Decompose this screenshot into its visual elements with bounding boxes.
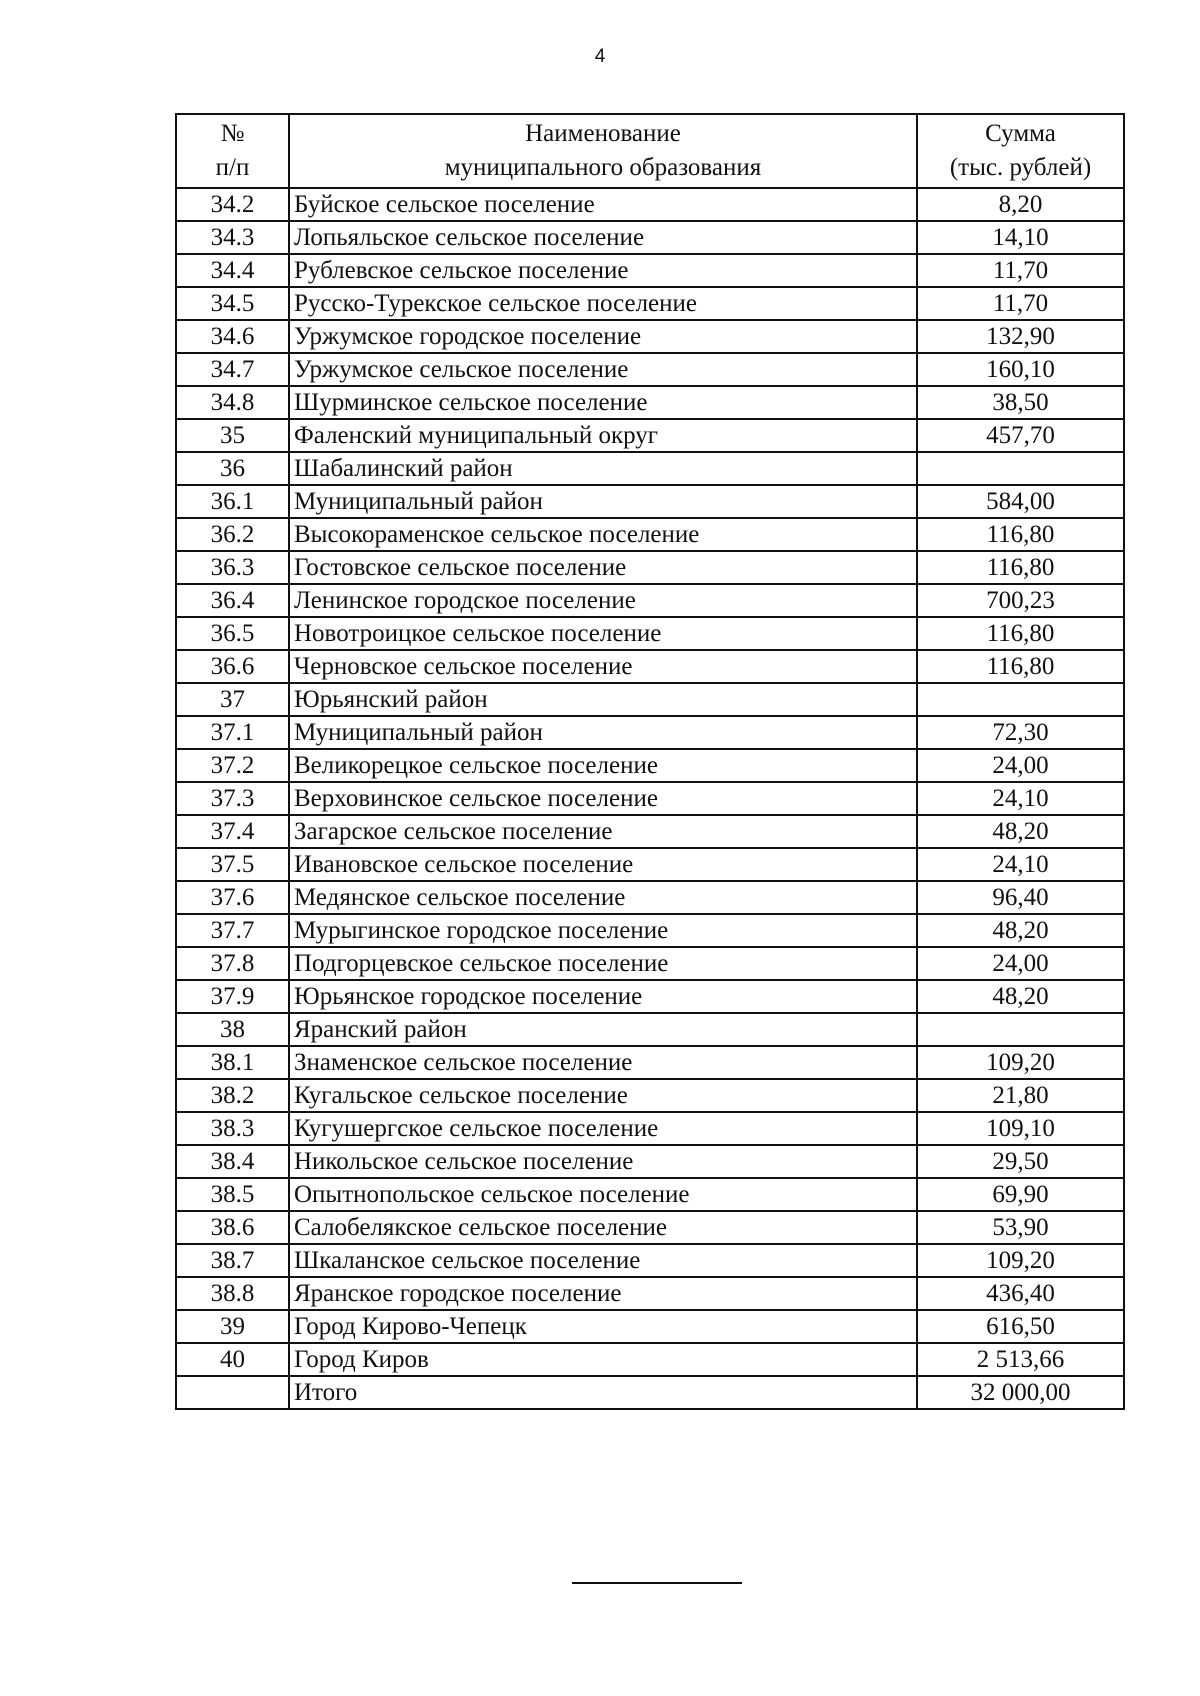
row-name: Верховинское сельское поселение [289, 782, 917, 815]
row-sum: 116,80 [917, 650, 1124, 683]
row-sum: 69,90 [917, 1178, 1124, 1211]
table-row [176, 1013, 1124, 1046]
end-of-document-rule [572, 1582, 742, 1584]
row-name: Уржумское городское поселение [289, 320, 917, 353]
row-name: Новотроицкое сельское поселение [289, 617, 917, 650]
table-row [176, 650, 1124, 683]
table-row [176, 188, 1124, 221]
row-name: Муниципальный район [289, 716, 917, 749]
row-sum [917, 452, 1124, 485]
row-number: 38.2 [176, 1079, 289, 1112]
row-number: 38.8 [176, 1277, 289, 1310]
row-number: 38.7 [176, 1244, 289, 1277]
row-sum: 24,00 [917, 947, 1124, 980]
row-sum: 48,20 [917, 815, 1124, 848]
table-header [176, 114, 1124, 188]
row-name: Кугальское сельское поселение [289, 1079, 917, 1112]
row-name: Юрьянское городское поселение [289, 980, 917, 1013]
row-number: 38.5 [176, 1178, 289, 1211]
row-name: Яранское городское поселение [289, 1277, 917, 1310]
row-number: 37.6 [176, 881, 289, 914]
table-row [176, 1343, 1124, 1376]
table-row [176, 815, 1124, 848]
row-sum: 116,80 [917, 617, 1124, 650]
header-name-line1: Наименование [525, 120, 681, 148]
table-row [176, 287, 1124, 320]
row-name: Знаменское сельское поселение [289, 1046, 917, 1079]
row-sum: 38,50 [917, 386, 1124, 419]
row-sum: 436,40 [917, 1277, 1124, 1310]
row-sum [917, 683, 1124, 716]
row-number: 38.1 [176, 1046, 289, 1079]
row-number: 36.4 [176, 584, 289, 617]
table-row [176, 716, 1124, 749]
row-number: 37.4 [176, 815, 289, 848]
header-row [176, 114, 1124, 188]
row-name: Шкаланское сельское поселение [289, 1244, 917, 1277]
row-sum: 616,50 [917, 1310, 1124, 1343]
row-sum: 132,90 [917, 320, 1124, 353]
row-number: 37.8 [176, 947, 289, 980]
row-number: 36.1 [176, 485, 289, 518]
row-name: Кугушергское сельское поселение [289, 1112, 917, 1145]
table-row [176, 1376, 1124, 1409]
row-number: 39 [176, 1310, 289, 1343]
row-sum: 700,23 [917, 584, 1124, 617]
row-name: Медянское сельское поселение [289, 881, 917, 914]
table-row [176, 386, 1124, 419]
row-number [176, 1376, 289, 1409]
table-row [176, 1145, 1124, 1178]
row-number: 34.7 [176, 353, 289, 386]
row-number: 36.2 [176, 518, 289, 551]
header-name [289, 114, 917, 188]
row-sum: 32 000,00 [917, 1376, 1124, 1409]
table-row [176, 947, 1124, 980]
row-number: 36.5 [176, 617, 289, 650]
table-row [176, 1046, 1124, 1079]
row-number: 34.4 [176, 254, 289, 287]
row-number: 37.7 [176, 914, 289, 947]
row-name: Шурминское сельское поселение [289, 386, 917, 419]
header-number [176, 114, 289, 188]
row-number: 34.2 [176, 188, 289, 221]
row-number: 38.3 [176, 1112, 289, 1145]
table-row [176, 914, 1124, 947]
row-sum: 14,10 [917, 221, 1124, 254]
row-sum: 11,70 [917, 254, 1124, 287]
row-sum: 109,20 [917, 1046, 1124, 1079]
row-number: 38.4 [176, 1145, 289, 1178]
row-name: Опытнопольское сельское поселение [289, 1178, 917, 1211]
row-number: 37.3 [176, 782, 289, 815]
row-sum: 29,50 [917, 1145, 1124, 1178]
row-sum: 160,10 [917, 353, 1124, 386]
row-number: 36 [176, 452, 289, 485]
row-sum: 109,20 [917, 1244, 1124, 1277]
table-body [176, 188, 1124, 1409]
row-number: 35 [176, 419, 289, 452]
row-number: 37.9 [176, 980, 289, 1013]
row-name: Яранский район [289, 1013, 917, 1046]
table-row [176, 320, 1124, 353]
row-sum: 24,10 [917, 848, 1124, 881]
row-name: Город Киров [289, 1343, 917, 1376]
row-number: 40 [176, 1343, 289, 1376]
row-sum: 48,20 [917, 980, 1124, 1013]
table-row [176, 1112, 1124, 1145]
row-name: Черновское сельское поселение [289, 650, 917, 683]
row-name: Великорецкое сельское поселение [289, 749, 917, 782]
row-sum: 24,10 [917, 782, 1124, 815]
row-name: Рублевское сельское поселение [289, 254, 917, 287]
row-name: Высокораменское сельское поселение [289, 518, 917, 551]
row-name: Уржумское сельское поселение [289, 353, 917, 386]
table-row [176, 782, 1124, 815]
row-sum: 53,90 [917, 1211, 1124, 1244]
row-sum: 24,00 [917, 749, 1124, 782]
table-row [176, 980, 1124, 1013]
row-name: Фаленский муниципальный округ [289, 419, 917, 452]
row-sum: 11,70 [917, 287, 1124, 320]
table-row [176, 452, 1124, 485]
row-number: 37.2 [176, 749, 289, 782]
row-name: Юрьянский район [289, 683, 917, 716]
table-row [176, 1079, 1124, 1112]
row-name: Муниципальный район [289, 485, 917, 518]
row-number: 36.3 [176, 551, 289, 584]
table-row [176, 353, 1124, 386]
row-number: 34.8 [176, 386, 289, 419]
row-number: 38 [176, 1013, 289, 1046]
row-name: Никольское сельское поселение [289, 1145, 917, 1178]
row-name: Салобелякское сельское поселение [289, 1211, 917, 1244]
row-number: 36.6 [176, 650, 289, 683]
row-name: Загарское сельское поселение [289, 815, 917, 848]
row-name: Русско-Турекское сельское поселение [289, 287, 917, 320]
row-name: Шабалинский район [289, 452, 917, 485]
row-sum: 116,80 [917, 551, 1124, 584]
row-sum: 584,00 [917, 485, 1124, 518]
row-sum: 48,20 [917, 914, 1124, 947]
page-number: 4 [594, 46, 606, 67]
budget-table [175, 113, 1125, 1410]
table-row [176, 1178, 1124, 1211]
row-sum: 116,80 [917, 518, 1124, 551]
row-name: Ленинское городское поселение [289, 584, 917, 617]
table-row [176, 221, 1124, 254]
header-sum-line1: Сумма [985, 120, 1056, 148]
header-number-line2: п/п [215, 154, 250, 181]
row-sum: 457,70 [917, 419, 1124, 452]
header-sum-line2: (тыс. рублей) [949, 154, 1092, 181]
row-sum [917, 1013, 1124, 1046]
table-row [176, 617, 1124, 650]
row-number: 37.5 [176, 848, 289, 881]
table-row [176, 518, 1124, 551]
row-number: 34.6 [176, 320, 289, 353]
row-sum: 96,40 [917, 881, 1124, 914]
table-row [176, 848, 1124, 881]
row-name: Ивановское сельское поселение [289, 848, 917, 881]
row-name: Подгорцевское сельское поселение [289, 947, 917, 980]
row-sum: 2 513,66 [917, 1343, 1124, 1376]
row-number: 34.3 [176, 221, 289, 254]
row-number: 34.5 [176, 287, 289, 320]
row-sum: 8,20 [917, 188, 1124, 221]
row-name: Гостовское сельское поселение [289, 551, 917, 584]
row-sum: 21,80 [917, 1079, 1124, 1112]
table-row [176, 683, 1124, 716]
table-row [176, 254, 1124, 287]
table-row [176, 749, 1124, 782]
header-sum [917, 114, 1124, 188]
row-number: 37 [176, 683, 289, 716]
row-sum: 72,30 [917, 716, 1124, 749]
row-name: Мурыгинское городское поселение [289, 914, 917, 947]
row-name: Буйское сельское поселение [289, 188, 917, 221]
table-row [176, 881, 1124, 914]
row-sum: 109,10 [917, 1112, 1124, 1145]
table-row [176, 584, 1124, 617]
table-row [176, 1211, 1124, 1244]
row-number: 37.1 [176, 716, 289, 749]
table-row [176, 551, 1124, 584]
header-number-line1: № [220, 120, 245, 148]
row-name: Лопьяльское сельское поселение [289, 221, 917, 254]
row-name: Итого [289, 1376, 917, 1409]
row-number: 38.6 [176, 1211, 289, 1244]
table-row [176, 1310, 1124, 1343]
table-row [176, 485, 1124, 518]
header-name-line2: муниципального образования [444, 154, 762, 181]
table-row [176, 1277, 1124, 1310]
table-row [176, 1244, 1124, 1277]
table-row [176, 419, 1124, 452]
row-name: Город Кирово-Чепецк [289, 1310, 917, 1343]
